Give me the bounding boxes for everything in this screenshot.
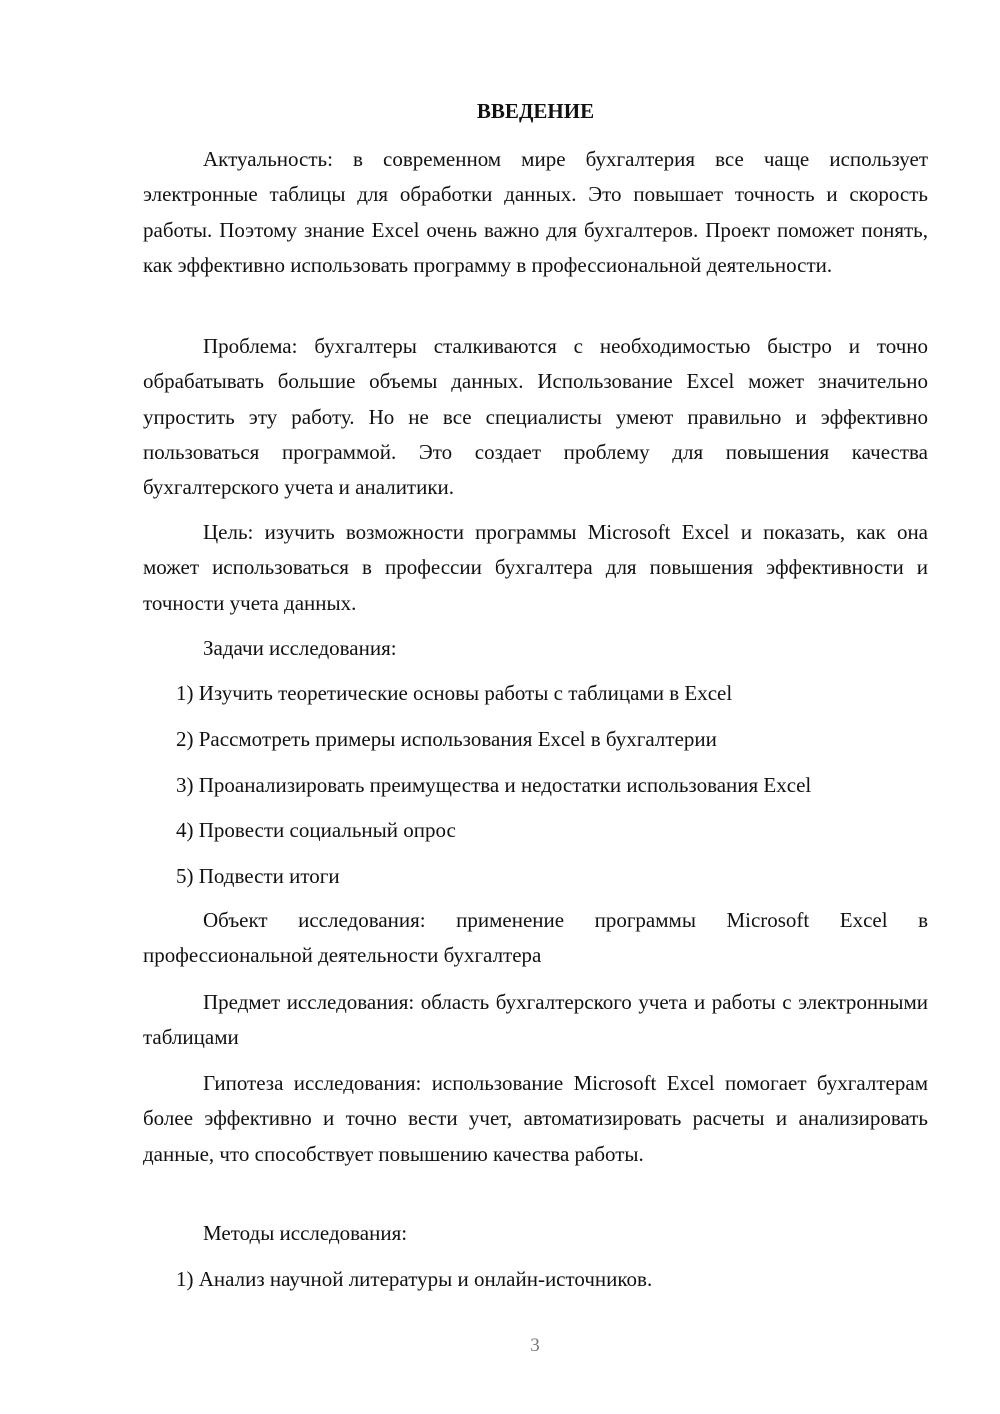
relevance-paragraph: Актуальность: в современном мире бухгалтерия все чаще использует электронные таблицы для обработки данных. Это повышает точность и скорость работы. Поэтому знание Excel очень важно для бухгалтеров. Проект поможет понять, как эффективно использовать программу в профессиональной деятельности. bbox=[143, 147, 928, 277]
method-item: 1) Анализ научной литературы и онлайн-источников. bbox=[176, 1267, 653, 1291]
task-item: 5) Подвести итоги bbox=[176, 864, 340, 888]
goal-paragraph: Цель: изучить возможности программы Microsoft Excel и показать, как она может использоваться в профессии бухгалтера для повышения эффективности и точности учета данных. bbox=[143, 520, 928, 615]
task-item: 3) Проанализировать преимущества и недостатки использования Excel bbox=[176, 773, 812, 797]
page-number: 3 bbox=[530, 1335, 540, 1356]
hypothesis-paragraph: Гипотеза исследования: использование Microsoft Excel помогает бухгалтерам более эффективно и точно вести учет, автоматизировать расчеты и анализировать данные, что способствует повышению качества работы. bbox=[143, 1071, 928, 1166]
methods-heading: Методы исследования: bbox=[203, 1221, 408, 1245]
task-item: 2) Рассмотреть примеры использования Excel в бухгалтерии bbox=[176, 727, 717, 751]
problem-paragraph: Проблема: бухгалтеры сталкиваются с необходимостью быстро и точно обрабатывать большие объемы данных. Использование Excel может значительно упростить эту работу. Но не все специалисты умеют правильно и эффективно пользоваться программой. Это создает проблему для повышения качества бухгалтерского учета и аналитики. bbox=[143, 334, 928, 500]
task-item: 1) Изучить теоретические основы работы с таблицами в Excel bbox=[176, 681, 733, 705]
tasks-heading: Задачи исследования: bbox=[203, 636, 397, 660]
task-item: 4) Провести социальный опрос bbox=[176, 818, 456, 842]
page-title: ВВЕДЕНИЕ bbox=[476, 99, 595, 123]
subject-paragraph: Предмет исследования: область бухгалтерского учета и работы с электронными таблицами bbox=[143, 990, 928, 1050]
object-paragraph: Объект исследования: применение программы Microsoft Excel в профессиональной деятельности бухгалтера bbox=[143, 908, 928, 968]
